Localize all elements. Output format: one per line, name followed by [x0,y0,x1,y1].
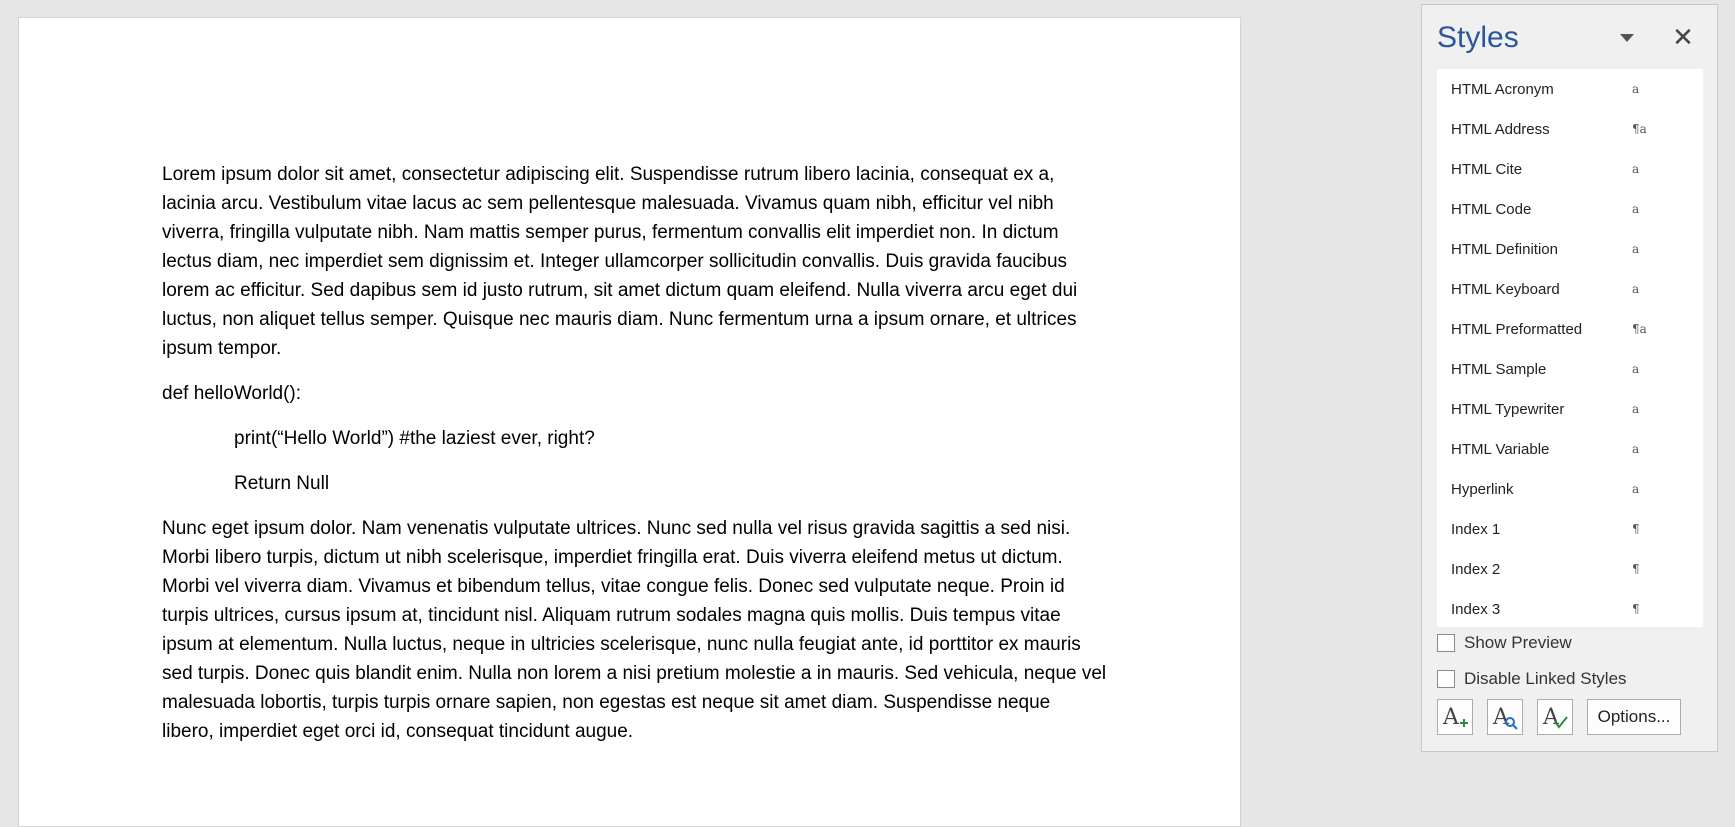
document-body[interactable] [162,160,1107,762]
character-style-icon: a [1632,242,1640,256]
style-name: HTML Preformatted [1451,320,1583,338]
new-style-button[interactable] [1437,699,1473,735]
style-name: HTML Sample [1451,360,1547,378]
svg-text:A: A [1443,705,1459,730]
document-page[interactable] [18,17,1241,827]
close-icon[interactable]: ✕ [1672,22,1694,52]
style-item[interactable] [1437,509,1703,549]
styles-pane [1421,4,1718,752]
style-name: Index 3 [1451,600,1501,618]
style-item[interactable] [1437,109,1703,149]
code-line[interactable]: def helloWorld(): [162,383,302,404]
style-name: HTML Address [1451,120,1550,138]
character-style-icon: a [1632,402,1640,416]
character-style-icon: a [1632,162,1640,176]
style-name: HTML Variable [1451,440,1550,458]
manage-styles-button[interactable] [1537,699,1573,735]
character-style-icon: a [1632,482,1640,496]
character-style-icon: a [1632,282,1640,296]
manage-styles-icon [1540,702,1570,732]
style-inspector-button[interactable] [1487,699,1523,735]
character-style-icon: a [1632,442,1640,456]
linked-style-icon: ¶a [1632,122,1647,136]
character-style-icon: a [1632,82,1640,96]
style-item[interactable] [1437,469,1703,509]
paragraph[interactable]: Lorem ipsum dolor sit amet, consectetur adipiscing elit. Suspendisse rutrum libero lacinia, consequat ex a, lacinia arcu. Vestibulum vitae lacus ac sem pellentesque malesuada. Vivamus quam nibh, efficitur vel nibh viverra, fringilla vulputate nibh. Nam mattis semper purus, fermentum convallis elit imperdiet non. In dictum lectus diam, nec imperdiet sem dignissim et. Integer ullamcorper sollicitudin convallis. Duis gravida faucibus lorem ac efficitur. Sed dapibus sem id justo rutrum, sit amet dictum quam eleifend. Nulla viverra arcu eget dui luctus, non aliquet tellus semper. Quisque nec mauris diam. Nunc fermentum urna a ipsum ornare, et ultrices ipsum tempor. [162,164,1078,359]
checkbox[interactable] [1437,634,1455,652]
code-line-indented[interactable]: print(“Hello World”) #the laziest ever, right? [234,428,595,449]
style-list[interactable] [1437,69,1703,627]
show-preview-checkbox[interactable] [1437,631,1572,655]
disable-linked-styles-checkbox[interactable] [1437,667,1627,691]
character-style-icon: a [1632,362,1640,376]
style-name: HTML Typewriter [1451,400,1565,418]
svg-text:A: A [1493,705,1509,730]
style-item[interactable] [1437,309,1703,349]
pane-title: Styles [1437,21,1519,54]
style-name: HTML Definition [1451,240,1558,258]
style-item[interactable] [1437,149,1703,189]
style-item[interactable] [1437,389,1703,429]
options-button[interactable]: Options... [1587,699,1681,735]
style-name: HTML Code [1451,200,1532,218]
chevron-down-icon[interactable] [1614,25,1640,51]
style-item[interactable] [1437,349,1703,389]
style-item[interactable] [1437,589,1703,627]
svg-text:A: A [1543,705,1559,730]
style-name: HTML Cite [1451,160,1523,178]
style-name: HTML Keyboard [1451,280,1560,298]
linked-style-icon: ¶a [1632,322,1647,336]
paragraph-style-icon: ¶ [1632,562,1640,576]
checkbox[interactable] [1437,670,1455,688]
style-item[interactable] [1437,429,1703,469]
style-name: Index 1 [1451,520,1501,538]
checkbox-label: Disable Linked Styles [1464,669,1627,688]
style-item[interactable] [1437,189,1703,229]
style-item[interactable] [1437,269,1703,309]
style-item[interactable] [1437,229,1703,269]
code-line-indented[interactable]: Return Null [234,473,330,494]
style-item[interactable] [1437,69,1703,109]
paragraph-style-icon: ¶ [1632,522,1640,536]
style-name: Index 2 [1451,560,1501,578]
style-name: HTML Acronym [1451,80,1554,98]
paragraph[interactable]: Nunc eget ipsum dolor. Nam venenatis vulputate ultrices. Nunc sed nulla vel risus gravida sagittis a sed nisi. Morbi libero turpis, dictum ut nibh scelerisque, imperdiet fringilla erat. Duis viverra eleifend metus ut dictum. Morbi vel viverra diam. Vivamus et bibendum tellus, vitae congue felis. Donec sed vulputate neque. Proin id turpis ultrices, cursus ipsum at, tincidunt nisl. Aliquam rutrum sodales magna quis mollis. Duis tempus vitae ipsum at elementum. Nulla luctus, neque in ultricies scelerisque, nunc nulla feugiat ante, id porttitor ex mauris sed turpis. Donec quis blandit enim. Nulla non lorem a nisi pretium molestie a in mauris. Sed vehicula, neque vel malesuada lobortis, turpis turpis ornare sapien, non egestas est neque sit amet diam. Suspendisse neque libero, imperdiet eget orci id, consequat tincidunt augue. [162,518,1107,742]
checkbox-label: Show Preview [1464,633,1572,652]
paragraph-style-icon: ¶ [1632,602,1640,616]
style-inspector-icon [1490,702,1520,732]
style-item[interactable] [1437,549,1703,589]
character-style-icon: a [1632,202,1640,216]
style-name: Hyperlink [1451,480,1514,498]
new-style-icon [1440,702,1470,732]
